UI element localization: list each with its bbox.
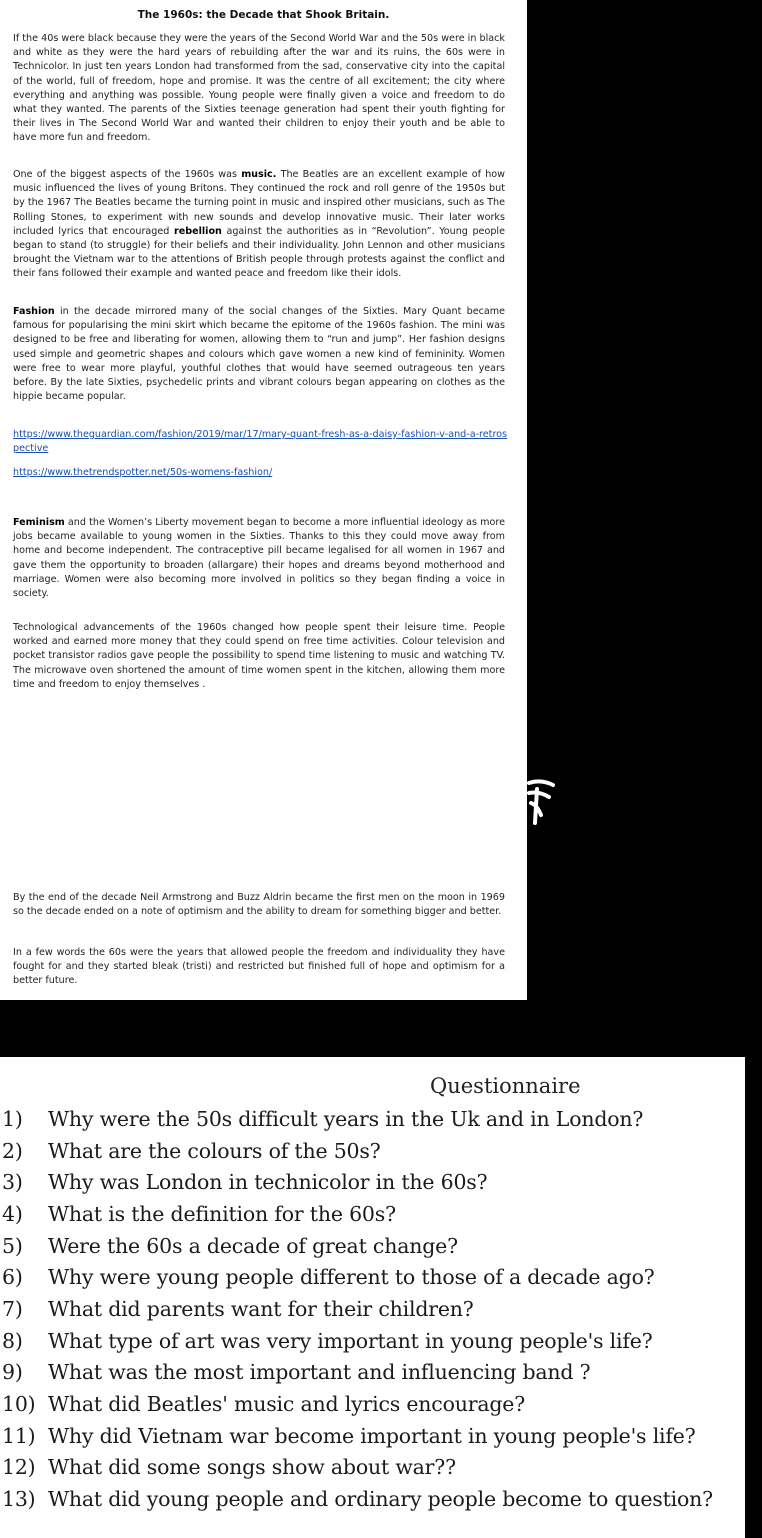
paragraph-technology: Technological advancements of the 1960s changed how people spent their leisure time. People worked and earned more money that they could spend on free time activities. Colour television and pocket transistor radios gave people the possibility to spend time listening to music and watching TV. The microwave oven shortened the amount of time women spent in the kitchen, allowing them more time and freedom to enjoy themselves . — [13, 622, 505, 690]
paragraph-feminism-text: and the Women’s Liberty movement began to become a more influential ideology as more jobs became available to young women in the Sixties. Thanks to this they could move away from home and become independent. The contraceptive pill became legalised for all women in 1967 and gave them the opportunity to broaden (allargare) their hopes and dreams beyond motherhood and marriage. Women were also becoming more involved in politics so they began finding a voice in society. — [13, 517, 505, 600]
question-text: What type of art was very important in young people's life? — [48, 1328, 653, 1353]
keyword-music: music. — [241, 169, 277, 180]
paragraph-music-text-a: One of the biggest aspects of the 1960s was — [13, 169, 242, 180]
paragraph-fashion — [13, 305, 505, 404]
question-number: 10) — [2, 1392, 36, 1417]
keyword-rebellion: rebellion — [173, 225, 222, 237]
paragraph-intro: If the 40s were black because they were the years of the Second World War and the 50s were in black and white as they were the hard years of rebuilding after the war and its ruins, the 60s were in Technicolor. In just ten years London had transformed from the sad, conservative city into the capital of the world, full of freedom, hope and promise. It was the centre of all excitement; the city where everything and anything was possible. Young people were finally given a voice and freedom to do what they wanted. The parents of the Sixties teenage generation had spent their youth fighting for their lives in The Second World War and wanted their children to enjoy their youth and be able to have more fun and freedom. — [13, 33, 505, 144]
question-number: 11) — [2, 1423, 36, 1448]
question-item — [0, 1452, 745, 1484]
question-item — [0, 1357, 745, 1389]
question-text: What is the definition for the 60s? — [48, 1201, 396, 1226]
question-item — [0, 1166, 745, 1198]
question-item — [0, 1293, 745, 1325]
question-number: 12) — [2, 1455, 36, 1480]
question-number: 8) — [2, 1328, 23, 1353]
question-number: 7) — [2, 1296, 23, 1321]
question-text: Why did Vietnam war become important in young people's life? — [48, 1423, 696, 1448]
question-number: 5) — [2, 1233, 23, 1258]
question-text: What did some songs show about war?? — [48, 1455, 456, 1480]
question-number: 4) — [2, 1201, 23, 1226]
paragraph-music-text-e: against the authorities as in “Revolution”. Young people began to stand (to struggle) for their beliefs and their individuality. John Lennon and other musicians brought the Vietnam war to the attentions of British people through protests against the conflict and their fans followed their example and wanted peace and freedom like their idols. — [13, 225, 505, 280]
question-text: Why was London in technicolor in the 60s? — [48, 1170, 488, 1195]
question-item — [0, 1388, 745, 1420]
question-item — [0, 1103, 745, 1135]
question-number: 9) — [2, 1360, 23, 1385]
question-text: Were the 60s a decade of great change? — [48, 1233, 458, 1258]
paragraph-feminism — [13, 516, 505, 601]
question-number: 13) — [2, 1487, 36, 1512]
question-number: 6) — [2, 1265, 23, 1290]
question-item — [0, 1420, 745, 1452]
question-item — [0, 1135, 745, 1167]
question-item — [0, 1325, 745, 1357]
paragraph-fashion-text: in the decade mirrored many of the social changes of the Sixties. Mary Quant became famous for popularising the mini skirt which became the epitome of the 1960s fashion. The mini was designed to be free and liberating for women, allowing them to “run and jump”. Her fashion designs used simple and geometric shapes and colours which gave women a new kind of femininity. Women were free to wear more playful, youthful clothes that would have seemed outrageous ten years before. By the late Sixties, psychedelic prints and vibrant colours began appearing on clothes as the hippie became popular. — [13, 306, 505, 403]
question-text: Why were the 50s difficult years in the Uk and in London? — [48, 1106, 644, 1131]
article-page — [0, 0, 527, 1000]
question-text: What did young people and ordinary people become to question? — [48, 1487, 713, 1512]
question-text: What did parents want for their children? — [48, 1296, 474, 1321]
keyword-feminism: Feminism — [13, 517, 65, 528]
paragraph-music-text-c: The Beatles are an excellent example of how music influenced the lives of young Britons. They continued the rock and roll genre of the 1950s but by the 1967 The Beatles became the turning point in music and inspired other musicians, such as The Rolling Stones, to experiment with new sounds and develop innovative music. Their later works included lyrics that encouraged — [13, 169, 505, 237]
guardian-link[interactable]: https://www.theguardian.com/fashion/2019/mar/17/mary-quant-fresh-as-a-daisy-fashion-v-and-a-retrospective — [13, 429, 508, 455]
question-item — [0, 1230, 745, 1262]
keyword-fashion: Fashion — [13, 306, 55, 317]
question-text: What was the most important and influencing band ? — [48, 1360, 591, 1385]
paragraph-conclusion: In a few words the 60s were the years that allowed people the freedom and individuality they have fought for and they started bleak (tristi) and restricted but finished full of hope and optimism for a better future. — [13, 947, 505, 987]
question-list — [0, 1103, 745, 1515]
paragraph-moon: By the end of the decade Neil Armstrong and Buzz Aldrin became the first men on the moon in 1969 so the decade ended on a note of optimism and the ability to dream for something bigger and better. — [13, 892, 505, 918]
question-number: 2) — [2, 1138, 23, 1163]
question-text: What did Beatles' music and lyrics encourage? — [48, 1392, 526, 1417]
question-text: Why were young people different to those of a decade ago? — [48, 1265, 655, 1290]
questionnaire-title: Questionnaire — [430, 1074, 581, 1098]
question-number: 3) — [2, 1170, 23, 1195]
question-text: What are the colours of the 50s? — [48, 1138, 381, 1163]
question-item — [0, 1198, 745, 1230]
question-number: 1) — [2, 1106, 23, 1131]
question-item — [0, 1261, 745, 1293]
paragraph-music — [13, 168, 505, 282]
article-title: The 1960s: the Decade that Shook Britain. — [137, 9, 390, 21]
question-item — [0, 1483, 745, 1515]
white-scribble-mark — [527, 775, 557, 825]
trendspotter-link[interactable]: https://www.thetrendspotter.net/50s-womens-fashion/ — [13, 467, 273, 478]
questionnaire-page — [0, 1057, 745, 1538]
